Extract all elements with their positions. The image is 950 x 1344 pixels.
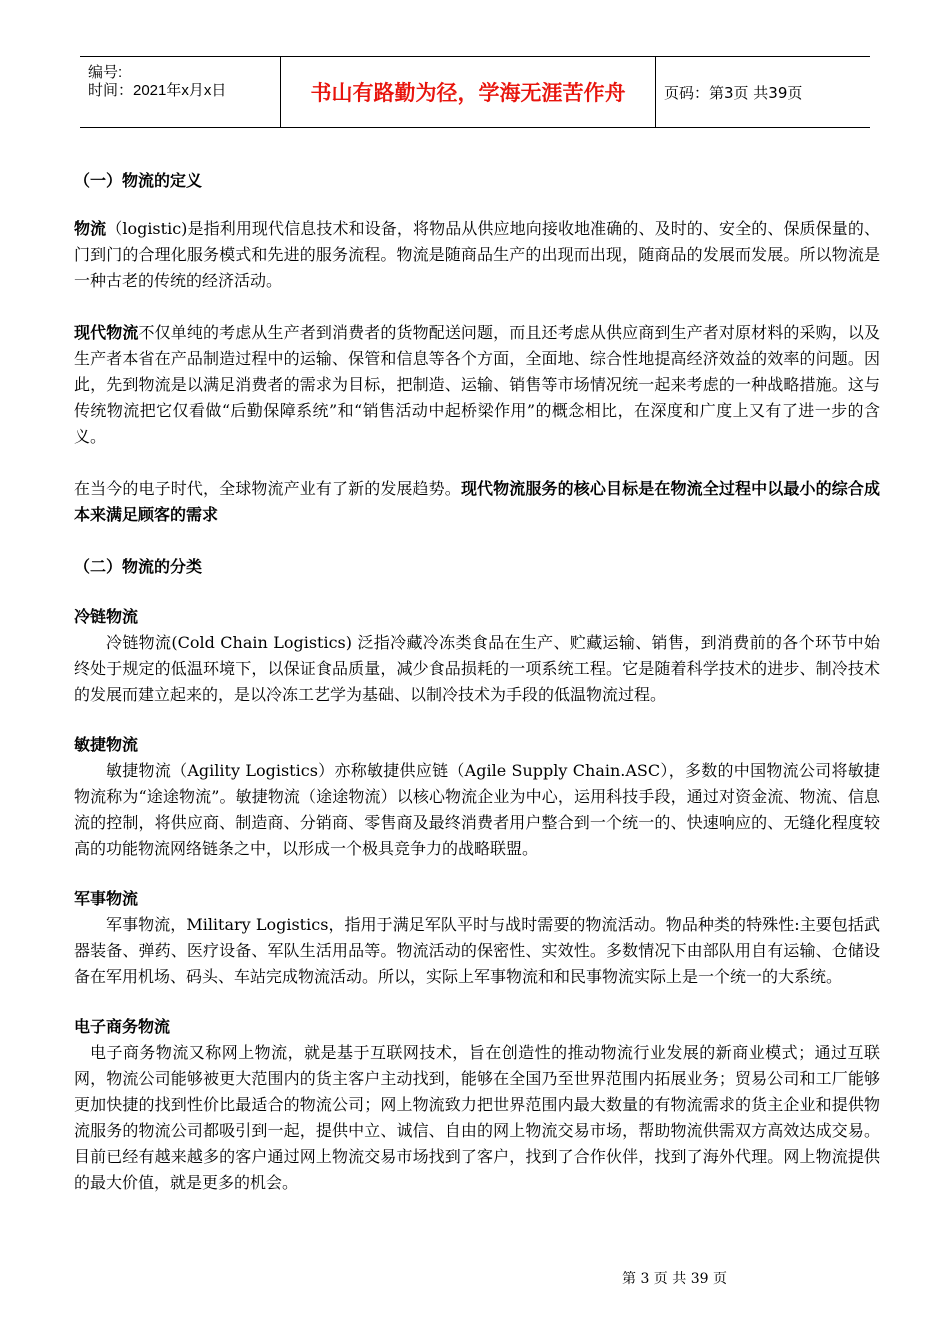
- electronic-era-text: 在当今的电子时代，全球物流产业有了新的发展趋势。: [74, 479, 461, 498]
- document-body: [74, 168, 880, 1196]
- logistics-definition-text: （logistic)是指利用现代信息技术和设备，将物品从供应地向接收地准确的、及时的、安全的、保质保量的、门到门的合理化服务模式和先进的服务流程。物流是随商品生产的出现而出现，随商品的发展而发展。所以物流是一种古老的传统的经济活动。: [74, 219, 880, 290]
- document-time-label: 时间：2021年x月x日: [88, 82, 227, 99]
- page-footer-number: 第 3 页 共 39 页: [622, 1271, 727, 1287]
- subheading-cold-chain: 冷链物流: [74, 607, 139, 626]
- term-modern-logistics: 现代物流: [74, 323, 139, 342]
- section-heading-classification: （二）物流的分类: [74, 557, 203, 576]
- paragraph-logistics-definition: [74, 216, 880, 294]
- modern-logistics-text: 不仅单纯的考虑从生产者到消费者的货物配送问题，而且还考虑从供应商到生产者对原材料的采购，以及生产者本省在产品制造过程中的运输、保管和信息等各个方面，全面地、综合性地提高经济效益的效率的问题。因此，先到物流是以满足消费者的需求为目标，把制造、运输、销售等市场情况统一起来考虑的一种战略措施。这与传统物流把它仅看做“后勤保障系统”和“销售活动中起桥梁作用”的概念相比，在深度和广度上又有了进一步的含义。: [74, 323, 880, 446]
- section-heading-definition: （一）物流的定义: [74, 171, 203, 190]
- subheading-ecommerce: 电子商务物流: [74, 1017, 171, 1036]
- header-left-cell: [80, 57, 280, 127]
- paragraph-military: 军事物流，Military Logistics，指用于满足军队平时与战时需要的物流活动。物品种类的特殊性:主要包括武器装备、弹药、医疗设备、军队生活用品等。物流活动的保密性、实效性。多数情况下由部队用自有运输、仓储设备在军用机场、码头、车站完成物流活动。所以，实际上军事物流和和民事物流实际上是一个统一的大系统。: [74, 915, 880, 986]
- subheading-agility: 敏捷物流: [74, 735, 139, 754]
- paragraph-ecommerce: 电子商务物流又称网上物流，就是基于互联网技术，旨在创造性的推动物流行业发展的新商业模式；通过互联网，物流公司能够被更大范围内的货主客户主动找到，能够在全国乃至世界范围内拓展业务；贸易公司和工厂能够更加快捷的找到性价比最适合的物流公司；网上物流致力把世界范围内最大数量的有物流需求的货主企业和提供物流服务的物流公司都吸引到一起，提供中立、诚信、自由的网上物流交易市场，帮助物流供需双方高效达成交易。目前已经有越来越多的客户通过网上物流交易市场找到了客户，找到了合作伙伴，找到了海外代理。网上物流提供的最大价值，就是更多的机会。: [74, 1043, 880, 1192]
- paragraph-modern-logistics: [74, 320, 880, 450]
- term-logistics: 物流: [74, 219, 107, 238]
- paragraph-agility: 敏捷物流（Agility Logistics）亦称敏捷供应链（Agile Supply Chain.ASC），多数的中国物流公司将敏捷物流称为“途途物流”。敏捷物流（途途物流）以核心物流企业为中心，运用科技手段，通过对资金流、物流、信息流的控制，将供应商、制造商、分销商、零售商及最终消费者用户整合到一个统一的、快速响应的、无缝化程度较高的功能物流网络链条之中，以形成一个极具竞争力的战略联盟。: [74, 761, 880, 858]
- page-header: [80, 56, 870, 128]
- core-goal-text: 现代物流服务的核心目标是在物流全过程中以最小的综合成本来满足顾客的需求: [74, 479, 880, 524]
- document-number-label: 编号:: [88, 64, 123, 81]
- header-page-label: 页码：第3页 共39页: [664, 83, 803, 102]
- header-motto: 书山有路勤为径，学海无涯苦作舟: [280, 57, 656, 127]
- paragraph-electronic-era: [74, 476, 880, 528]
- paragraph-cold-chain: 冷链物流(Cold Chain Logistics) 泛指冷藏冷冻类食品在生产、贮藏运输、销售，到消费前的各个环节中始终处于规定的低温环境下，以保证食品质量，减少食品损耗的一项系统工程。它是随着科学技术的进步、制冷技术的发展而建立起来的，是以冷冻工艺学为基础、以制冷技术为手段的低温物流过程。: [74, 633, 880, 704]
- subheading-military: 军事物流: [74, 889, 139, 908]
